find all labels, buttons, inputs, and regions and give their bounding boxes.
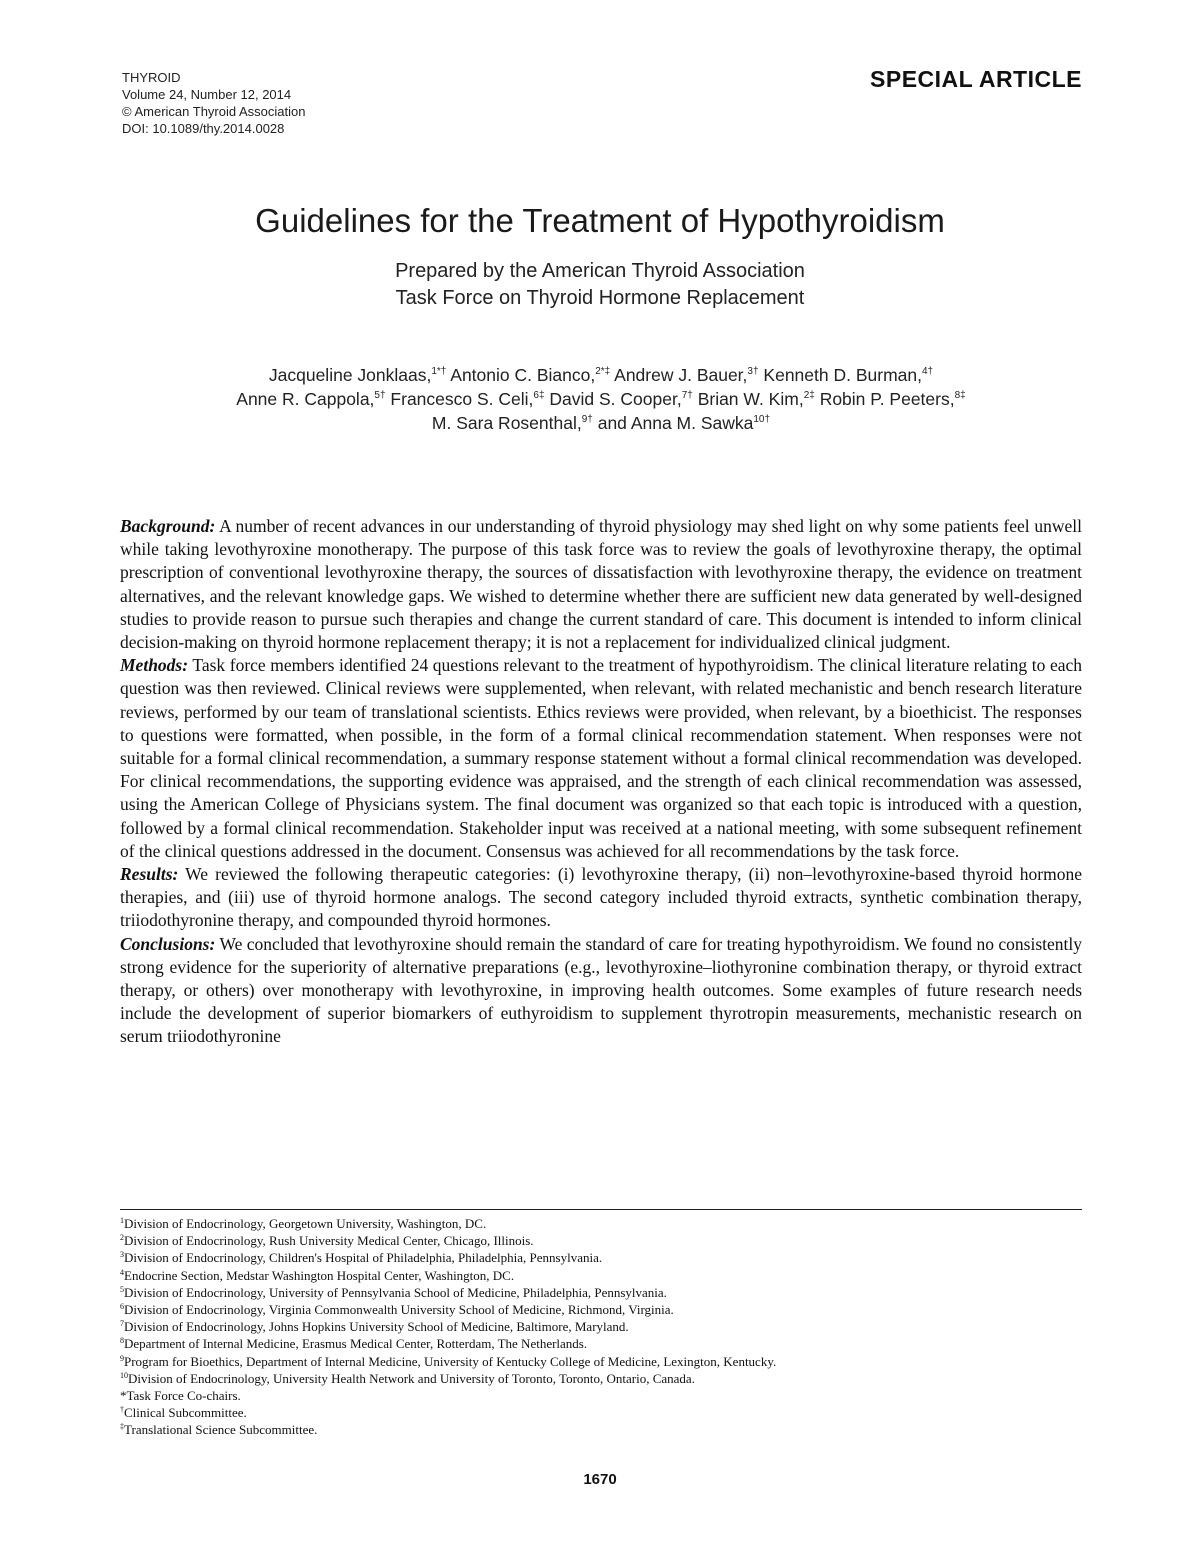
affiliation-mark: 9 [120, 1353, 124, 1363]
author-affiliation-mark: 3† [747, 366, 759, 377]
affiliation-mark: 3 [120, 1250, 124, 1260]
author-line [60, 411, 1142, 435]
author-name: M. Sara Rosenthal, [431, 413, 582, 433]
affiliation-item [120, 1232, 1082, 1249]
affiliation-item [120, 1284, 1082, 1301]
author-affiliation-mark: 2‡ [803, 390, 815, 401]
abstract-heading: Results: [120, 864, 179, 885]
abstract-heading: Conclusions: [120, 933, 216, 954]
author-affiliation-mark: 8‡ [954, 390, 966, 401]
journal-volume: Volume 24, Number 12, 2014 [122, 87, 292, 102]
abstract [120, 515, 1082, 1049]
affiliation-mark: 8 [120, 1336, 124, 1346]
author-name: and Anna M. Sawka [597, 413, 754, 433]
author-affiliation-mark: 5† [374, 390, 386, 401]
abstract-text: A number of recent advances in our understanding of thyroid physiology may shed light on why some patients feel unwell while taking levothyroxine monotherapy. The purpose of this task force was to review the goals of levothyroxine therapy, the optimal prescription of conventional levothyroxine therapy, the sources of dissatisfaction with levothyroxine therapy, the evidence on treatment alternatives, and the relevant knowledge gaps. We wished to determine whether there are sufficient new data generated by well-designed studies to provide reason to pursue such therapies and change the current standard of care. This document is intended to inform clinical decision-making on thyroid hormone replacement therapy; it is not a replacement for individualized clinical judgment. [120, 516, 1082, 653]
paper-title: Guidelines for the Treatment of Hypothyroidism [255, 202, 945, 239]
affiliation-text: Department of Internal Medicine, Erasmus Medical Center, Rotterdam, The Netherlands. [124, 1336, 588, 1352]
affiliation-text: Program for Bioethics, Department of Internal Medicine, University of Kentucky College of Medicine, Lexington, Kentucky. [124, 1353, 777, 1369]
affiliation-text: Division of Endocrinology, Johns Hopkins University School of Medicine, Baltimore, Maryland. [124, 1319, 629, 1335]
affiliation-item [120, 1370, 1082, 1387]
abstract-heading: Background: [120, 516, 216, 536]
footnote-divider [120, 1209, 1082, 1210]
affiliation-text: Division of Endocrinology, University Health Network and University of Toronto, Toronto, Ontario, Canada. [128, 1370, 695, 1386]
author-affiliation-mark: 2*‡ [595, 366, 611, 377]
affiliation-text: Clinical Subcommittee. [124, 1405, 247, 1421]
affiliation-item [120, 1335, 1082, 1352]
affiliation-mark: 1 [120, 1216, 124, 1225]
affiliation-text: Division of Endocrinology, Children's Hospital of Philadelphia, Philadelphia, Pennsylvania. [124, 1250, 603, 1266]
affiliation-text: Translational Science Subcommittee. [124, 1422, 318, 1438]
affiliation-text: Division of Endocrinology, University of Pennsylvania School of Medicine, Philadelphia, Pennsylvania. [124, 1284, 667, 1300]
affiliation-item [120, 1267, 1082, 1284]
affiliation-item [120, 1353, 1082, 1370]
author-affiliation-mark: 7† [681, 390, 693, 401]
author-name: Brian W. Kim, [697, 389, 804, 409]
author-name: Robin P. Peeters, [819, 389, 955, 409]
affiliation-item [120, 1249, 1082, 1266]
subtitle-line: Prepared by the American Thyroid Association [395, 260, 805, 282]
journal-copyright: © American Thyroid Association [122, 104, 306, 119]
abstract-text: We reviewed the following therapeutic categories: (i) levothyroxine therapy, (ii) non–levothyroxine-based thyroid hormone therapies, and (iii) use of thyroid hormone analogs. The second category included thyroid extracts, synthetic combination therapy, triiodothyronine therapy, and compounded thyroid hormones. [120, 864, 1082, 931]
author-line [60, 363, 1142, 387]
abstract-text: Task force members identified 24 questions relevant to the treatment of hypothyroidism. The clinical literature relating to each question was then reviewed. Clinical reviews were supplemented, when relevant, with related mechanistic and bench research literature reviews, performed by our team of translational scientists. Ethics reviews were provided, when relevant, by a bioethicist. The responses to questions were formatted, when possible, in the form of a formal clinical recommendation statement. When responses were not suitable for a formal clinical recommendation, a summary response statement without a formal clinical recommendation was developed. For clinical recommendations, the supporting evidence was appraised, and the strength of each clinical recommendation was assessed, using the American College of Physicians system. The final document was organized so that each topic is introduced with a question, followed by a formal clinical recommendation. Stakeholder input was received at a national meeting, with some subsequent refinement of the clinical questions addressed in the document. Consensus was achieved for all recommendations by the task force. [120, 655, 1082, 861]
abstract-background [120, 515, 1082, 654]
affiliation-mark: 10 [120, 1370, 128, 1380]
affiliation-text: Endocrine Section, Medstar Washington Hospital Center, Washington, DC. [124, 1267, 515, 1283]
affiliation-item [120, 1215, 1082, 1232]
affiliation-mark: 6 [120, 1302, 124, 1312]
affiliation-text: Division of Endocrinology, Virginia Commonwealth University School of Medicine, Richmond, Virginia. [124, 1302, 674, 1318]
subtitle-line: Task Force on Thyroid Hormone Replacement [395, 287, 805, 309]
author-affiliation-mark: 10† [753, 414, 771, 425]
author-line [60, 387, 1142, 411]
abstract-results [120, 863, 1082, 933]
affiliation-mark: 4 [120, 1267, 124, 1277]
author-name: Andrew J. Bauer, [614, 365, 748, 385]
author-name: Antonio C. Bianco, [450, 365, 596, 385]
paper-subtitle [0, 258, 1200, 312]
affiliation-item [120, 1387, 1082, 1404]
abstract-conclusions [120, 933, 1082, 1049]
affiliation-item [120, 1301, 1082, 1318]
author-affiliation-mark: 6‡ [533, 390, 545, 401]
author-name: Jacqueline Jonklaas, [268, 365, 432, 385]
author-list [60, 363, 1142, 435]
abstract-heading: Methods: [120, 655, 189, 676]
author-name: Kenneth D. Burman, [763, 365, 922, 385]
author-affiliation-mark: 1*† [431, 366, 447, 377]
affiliation-mark: * [120, 1388, 127, 1404]
affiliation-item [120, 1404, 1082, 1421]
affiliation-text: Task Force Co-chairs. [126, 1388, 241, 1404]
affiliation-item [120, 1421, 1082, 1438]
journal-name: THYROID [122, 70, 181, 85]
page-number: 1670 [583, 1471, 617, 1488]
abstract-methods [120, 654, 1082, 863]
affiliation-footnotes [120, 1215, 1082, 1439]
affiliation-mark: † [120, 1405, 124, 1415]
author-name: Francesco S. Celi, [390, 389, 534, 409]
article-type-label: SPECIAL ARTICLE [870, 66, 1082, 92]
affiliation-mark: 7 [120, 1319, 124, 1329]
journal-info [122, 69, 305, 137]
affiliation-mark: 5 [120, 1284, 124, 1294]
affiliation-text: Division of Endocrinology, Georgetown University, Washington, DC. [124, 1216, 487, 1231]
journal-doi: DOI: 10.1089/thy.2014.0028 [122, 121, 285, 136]
author-name: David S. Cooper, [549, 389, 682, 409]
affiliation-mark: ‡ [120, 1422, 124, 1432]
author-affiliation-mark: 9† [581, 414, 593, 425]
affiliation-text: Division of Endocrinology, Rush University Medical Center, Chicago, Illinois. [124, 1233, 534, 1249]
affiliation-item [120, 1318, 1082, 1335]
author-affiliation-mark: 4† [921, 366, 934, 377]
abstract-text: We concluded that levothyroxine should remain the standard of care for treating hypothyroidism. We found no consistently strong evidence for the superiority of alternative preparations (e.g., levothyroxine–liothyronine combination therapy, or thyroid extract therapy, or others) over monotherapy with levothyroxine, in improving health outcomes. Some examples of future research needs include the development of superior biomarkers of euthyroidism to supplement thyrotropin measurements, mechanistic research on serum triiodothyronine [120, 933, 1083, 1047]
affiliation-mark: 2 [120, 1233, 124, 1243]
author-name: Anne R. Cappola, [236, 389, 375, 409]
